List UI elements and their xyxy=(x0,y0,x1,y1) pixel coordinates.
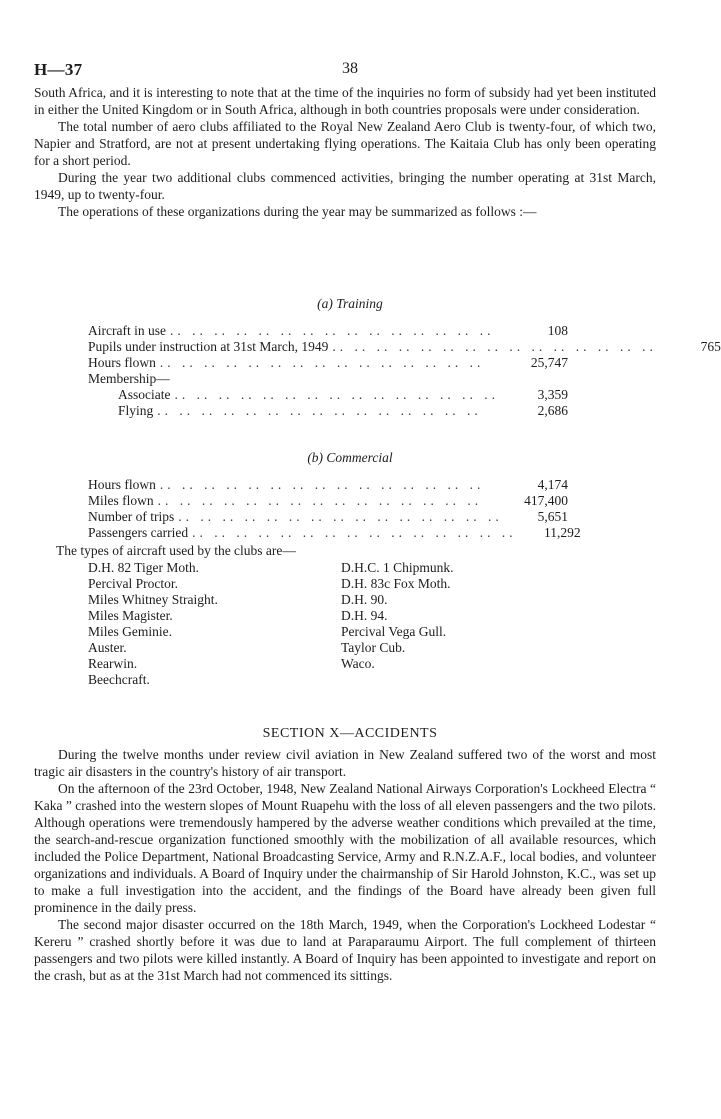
list-item: Waco. xyxy=(341,656,375,671)
commercial-table xyxy=(88,477,581,541)
row-label: Hours flown xyxy=(88,355,156,370)
list-item: Miles Geminie. xyxy=(88,624,172,639)
list-item: Miles Whitney Straight. xyxy=(88,592,218,607)
paragraph: On the afternoon of the 23rd October, 1948, New Zealand National Airways Corporation's Lockheed Electra “ Kaka ” crashed into the western slopes of Mount Ruapehu with the loss of all eleven passengers and the two pilots. Although operations were tremendously hampered by the adverse weather conditions which prevailed at the time, the search-and-rescue organization functioned smoothly with the mobilization of all available resources, which included the Police Department, National Broadcasting Service, Army and R.N.Z.A.F., local bodies, and volunteer organizations and individuals. A Board of Inquiry under the chairmanship of Sir Harold Johnston, K.C., was set up to make a full investigation into the accident, and the findings of the Board have already been given full prominence in the daily press. xyxy=(34,781,656,915)
report-code: H—37 xyxy=(34,60,83,79)
row-label: Passengers carried xyxy=(88,525,189,540)
aircraft-types-intro: The types of aircraft used by the clubs are— xyxy=(56,543,296,558)
table-row xyxy=(88,323,568,339)
list-item: D.H.C. 1 Chipmunk. xyxy=(341,560,454,575)
row-value: 765 xyxy=(700,339,721,354)
aircraft-list-left xyxy=(88,560,218,688)
row-value: 5,651 xyxy=(537,509,568,524)
table-row xyxy=(88,339,721,355)
row-label: Flying xyxy=(118,403,154,418)
list-item: Taylor Cub. xyxy=(341,640,406,655)
leader-dots: .. .. .. .. .. .. .. .. .. .. .. .. .. .. .. xyxy=(157,403,482,418)
paragraph: The operations of these organizations during the year may be summarized as follows :— xyxy=(58,204,537,219)
list-item: Miles Magister. xyxy=(88,608,173,623)
leader-dots: .. .. .. .. .. .. .. .. .. .. .. .. .. .. .. xyxy=(192,525,517,540)
training-heading: (a) Training xyxy=(317,296,383,311)
paragraph: During the year two additional clubs commenced activities, bringing the number operating at 31st March, 1949, up to twenty-four. xyxy=(34,170,656,202)
list-item: Percival Vega Gull. xyxy=(341,624,447,639)
leader-dots: .. .. .. .. .. .. .. .. .. .. .. .. .. .. .. xyxy=(159,477,485,492)
row-label: Miles flown xyxy=(88,493,154,508)
section-title: SECTION X—ACCIDENTS xyxy=(262,726,438,741)
row-value: 4,174 xyxy=(537,477,568,492)
paragraph: South Africa, and it is interesting to note that at the time of the inquiries no form of subsidy had yet been instituted in either the United Kingdom or in South Africa, although in both countries proposals were under consideration. xyxy=(34,85,656,117)
paragraph: During the twelve months under review civil aviation in New Zealand suffered two of the worst and most tragic air disasters in the country's history of air transport. xyxy=(34,747,656,779)
table-row xyxy=(88,525,581,541)
row-label: Hours flown xyxy=(88,477,156,492)
table-row xyxy=(88,371,568,387)
table-row xyxy=(88,493,568,509)
list-item: Percival Proctor. xyxy=(88,576,178,591)
list-item: D.H. 82 Tiger Moth. xyxy=(88,560,200,575)
row-value: 3,359 xyxy=(537,387,568,402)
row-value: 25,747 xyxy=(530,355,568,370)
accidents-text xyxy=(34,746,656,984)
table-row xyxy=(88,509,568,525)
list-item: D.H. 83c Fox Moth. xyxy=(341,576,451,591)
leader-dots: .. .. .. .. .. .. .. .. .. .. .. .. .. .. .. xyxy=(174,387,499,402)
table-row xyxy=(88,355,568,371)
table-row xyxy=(88,403,568,419)
row-label: Number of trips xyxy=(88,509,175,524)
paragraph: The total number of aero clubs affiliated to the Royal New Zealand Aero Club is twenty-four, of which two, Napier and Stratford, are not at present undertaking flying operations. The Kaitaia Club has only been operating for a short period. xyxy=(34,119,656,168)
training-table xyxy=(88,323,721,419)
list-item: D.H. 94. xyxy=(341,608,388,623)
row-value: 11,292 xyxy=(543,525,581,540)
row-label: Pupils under instruction at 31st March, 1949 xyxy=(88,339,329,354)
leader-dots: .. .. .. .. .. .. .. .. .. .. .. .. .. .. .. xyxy=(157,493,483,508)
row-label: Aircraft in use xyxy=(88,323,166,338)
row-value: 2,686 xyxy=(537,403,568,418)
table-row xyxy=(88,387,568,403)
table-row xyxy=(88,477,568,493)
list-item: D.H. 90. xyxy=(341,592,388,607)
leader-dots: .. .. .. .. .. .. .. .. .. .. .. .. .. .. .. xyxy=(332,339,657,354)
commercial-heading: (b) Commercial xyxy=(307,450,393,465)
page-number: 38 xyxy=(342,60,358,77)
row-label: Membership— xyxy=(88,371,170,386)
leader-dots: .. .. .. .. .. .. .. .. .. .. .. .. .. .. .. xyxy=(169,323,495,338)
list-item: Rearwin. xyxy=(88,656,138,671)
row-value: 417,400 xyxy=(524,493,568,508)
row-value: 108 xyxy=(547,323,568,338)
list-item: Auster. xyxy=(88,640,127,655)
list-item: Beechcraft. xyxy=(88,672,150,687)
aircraft-list-right xyxy=(341,560,454,672)
leader-dots: .. .. .. .. .. .. .. .. .. .. .. .. .. .. .. xyxy=(159,355,485,370)
intro-text xyxy=(34,84,656,220)
paragraph: The second major disaster occurred on the 18th March, 1949, when the Corporation's Lockheed Lodestar “ Kereru ” crashed shortly before it was due to land at Paraparaumu Airport. The full complement of thirteen passengers and two pilots were killed instantly. A Board of Inquiry has been appointed to investigate and report on the crash, but as at the 31st March had not commenced its sittings. xyxy=(34,917,656,983)
leader-dots: .. .. .. .. .. .. .. .. .. .. .. .. .. .. .. xyxy=(178,509,503,524)
row-label: Associate xyxy=(118,387,171,402)
